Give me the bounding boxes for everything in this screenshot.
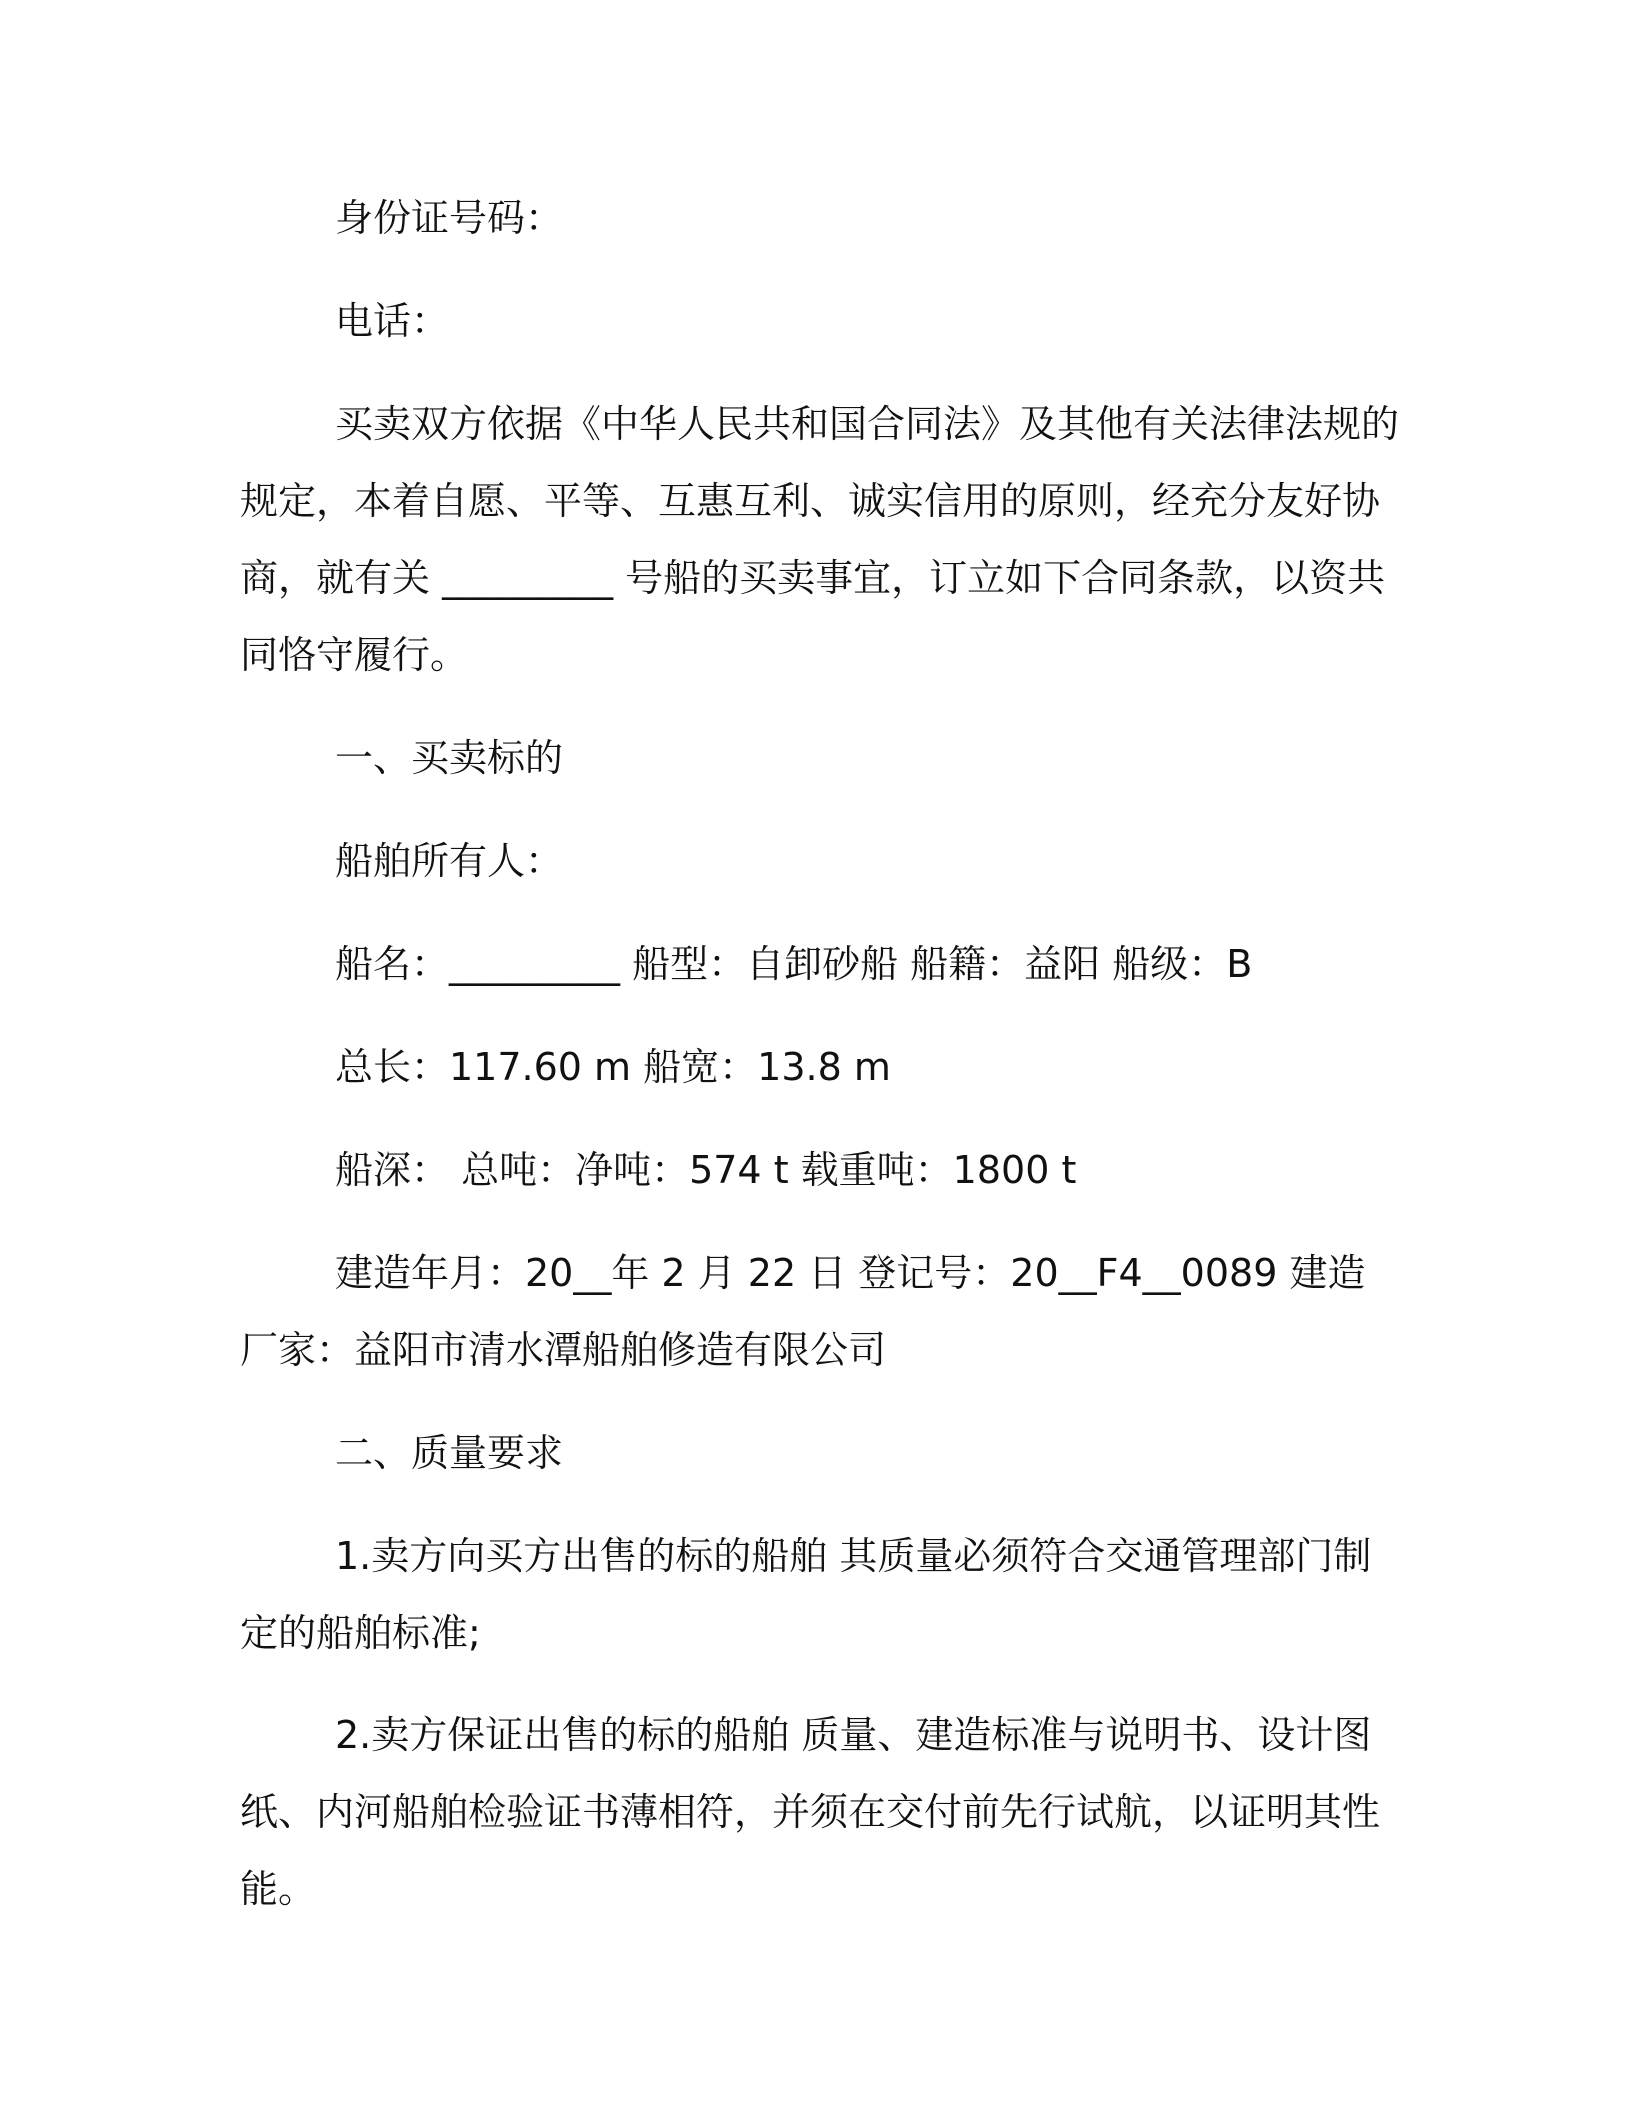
quality-clause-1: 1.卖方向买方出售的标的船舶 其质量必须符合交通管理部门制定的船舶标准; (240, 1534, 1372, 1655)
phone-field: 电话： (335, 299, 450, 343)
ship-depth-line: 船深： 总吨：净吨：574 t 载重吨：1800 t (335, 1148, 1077, 1192)
ship-owner-field: 船舶所有人： (335, 839, 564, 883)
section-heading-quality: 二、质量要求 (335, 1431, 564, 1475)
contract-preamble: 买卖双方依据《中华人民共和国合同法》及其他有关法律法规的规定，本着自愿、平等、互惠互利、诚实信用的原则，经充分友好协商，就有关 _________ 号船的买卖事宜，订立如下合同条款，以资共同恪守履行。 (240, 402, 1400, 677)
ship-name-line: 船名：_________ 船型：自卸砂船 船籍：益阳 船级：B (335, 942, 1253, 986)
quality-clause-2: 2.卖方保证出售的标的船舶 质量、建造标准与说明书、设计图纸、内河船舶检验证书薄相符，并须在交付前先行试航，以证明其性能。 (240, 1713, 1381, 1911)
section-heading-subject: 一、买卖标的 (335, 736, 564, 780)
id-number-field: 身份证号码： (335, 196, 564, 240)
ship-build-line: 建造年月：20__年 2 月 22 日 登记号：20__F4__0089 建造厂家：益阳市清水潭船舶修造有限公司 (240, 1251, 1366, 1372)
ship-length-line: 总长：117.60 m 船宽：13.8 m (335, 1045, 891, 1089)
